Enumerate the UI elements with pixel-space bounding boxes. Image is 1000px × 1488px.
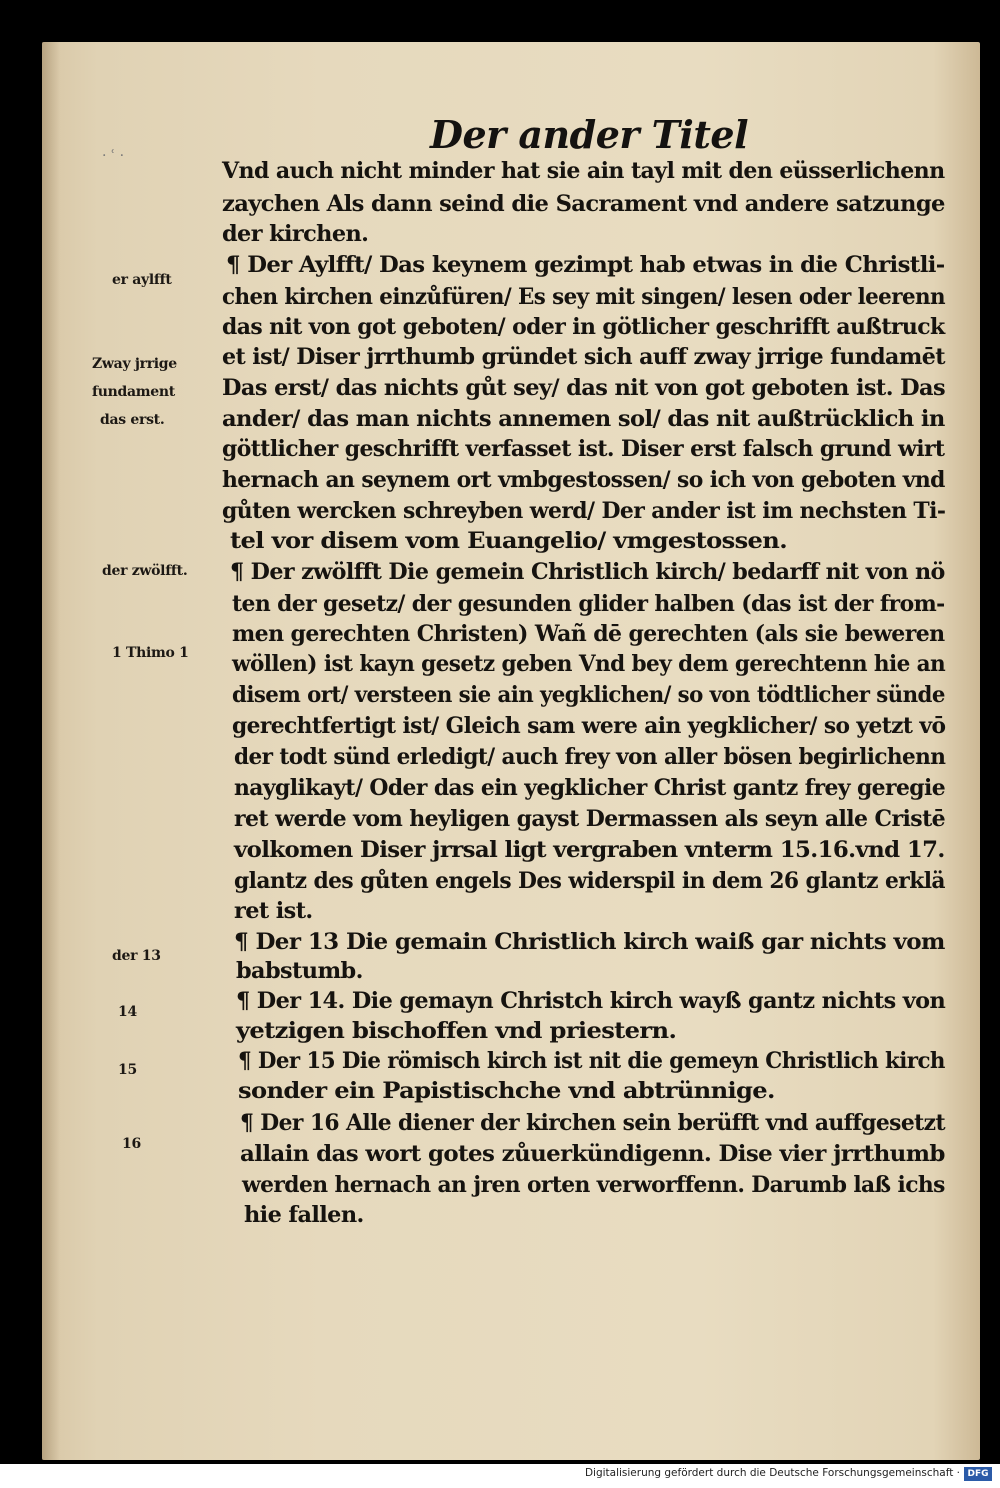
text-line: gůten wercken schreyben werd/ Der ander ist im nechsten Ti- (222, 498, 946, 524)
text-line: babstumb. (236, 958, 363, 984)
margin-note: der 13 (112, 948, 161, 964)
text-line: ¶ Der 13 Die gemain Christlich kirch waiß gar nichts vom (234, 929, 945, 955)
text-line: hernach an seynem ort vmbgestossen/ so ich von geboten vnd (222, 467, 945, 493)
margin-note: 15 (118, 1062, 137, 1078)
text-line: glantz des gůten engels Des widerspil in dem 26 glantz erklä (234, 868, 945, 894)
text-line: ¶ Der zwölfft Die gemein Christlich kirch/ bedarff nit von nö (230, 559, 945, 585)
margin-note: fundament (92, 384, 175, 400)
text-line: ¶ Der 14. Die gemayn Christch kirch wayß gantz nichts von (236, 988, 946, 1014)
text-line: hie fallen. (244, 1202, 364, 1228)
margin-note: das erst. (100, 412, 165, 428)
text-line: nayglikayt/ Oder das ein yegklicher Christ gantz frey geregie (234, 775, 946, 801)
text-line: der todt sünd erledigt/ auch frey von aller bösen begirlichenn (234, 744, 946, 770)
text-line: sonder ein Papistischche vnd abtrünnige. (238, 1078, 775, 1104)
text-line: et ist/ Diser jrrthumb gründet sich auff zway jrrige fundamēt (222, 344, 945, 370)
text-line: Vnd auch nicht minder hat sie ain tayl mit den eüsserlichenn (222, 158, 945, 184)
text-line: Das erst/ das nichts gůt sey/ das nit von got geboten ist. Das (222, 375, 945, 401)
margin-note: 14 (118, 1004, 137, 1020)
funding-credit: Digitalisierung gefördert durch die Deutsche Forschungsgemeinschaft · (584, 1467, 960, 1479)
running-head: Der ander Titel (430, 112, 749, 157)
text-line: der kirchen. (222, 221, 369, 247)
text-line: allain das wort gotes zůuerkündigenn. Dise vier jrrthumb (240, 1141, 945, 1167)
gutter-shadow (42, 42, 60, 1460)
text-line: ander/ das man nichts annemen sol/ das nit außtrücklich in (222, 406, 945, 432)
text-line: zaychen Als dann seind die Sacrament vnd andere satzunge (222, 191, 945, 217)
text-line: disem ort/ versteen sie ain yegklichen/ so von tödtlicher sünde (232, 682, 945, 708)
text-line: tel vor disem vom Euangelio/ vmgestossen. (230, 528, 787, 554)
text-line: göttlicher geschrifft verfasset ist. Diser erst falsch grund wirt (222, 436, 945, 462)
margin-note: er aylfft (112, 272, 172, 288)
margin-note: der zwölfft. (102, 563, 188, 579)
text-line: wöllen) ist kayn gesetz geben Vnd bey dem gerechtenn hie an (232, 651, 946, 677)
text-line: gerechtfertigt ist/ Gleich sam were ain yegklicher/ so yetzt vō (232, 713, 946, 739)
text-line: chen kirchen einzůfüren/ Es sey mit singen/ lesen oder leerenn (222, 284, 945, 310)
credit-bar (0, 1464, 1000, 1488)
text-line: ret werde vom heyligen gayst Dermassen als seyn alle Cristē (234, 806, 946, 832)
margin-note: 16 (122, 1136, 141, 1152)
text-line: ten der gesetz/ der gesunden glider halben (das ist der from- (232, 591, 945, 617)
page-mark: · ʿ · (102, 148, 125, 164)
text-line: volkomen Diser jrrsal ligt vergraben vnterm 15.16.vnd 17. (234, 837, 945, 863)
text-line: ¶ Der Aylfft/ Das keynem gezimpt hab etwas in die Christli- (226, 252, 945, 278)
text-line: ret ist. (234, 898, 313, 924)
dfg-logo: DFG (964, 1467, 992, 1481)
text-line: ¶ Der 16 Alle diener der kirchen sein berüfft vnd auffgesetzt (240, 1110, 945, 1136)
text-line: ¶ Der 15 Die römisch kirch ist nit die gemeyn Christlich kirch (238, 1048, 945, 1074)
text-line: das nit von got geboten/ oder in götlicher geschrifft außtruck (222, 314, 945, 340)
margin-note: 1 Thimo 1 (112, 645, 189, 661)
margin-note: Zway jrrige (92, 356, 177, 372)
text-line: werden hernach an jren orten verworffenn. Darumb laß ichs (242, 1172, 945, 1198)
text-line: yetzigen bischoffen vnd priestern. (236, 1018, 677, 1044)
text-line: men gerechten Christen) Wañ dē gerechten (als sie beweren (232, 621, 945, 647)
